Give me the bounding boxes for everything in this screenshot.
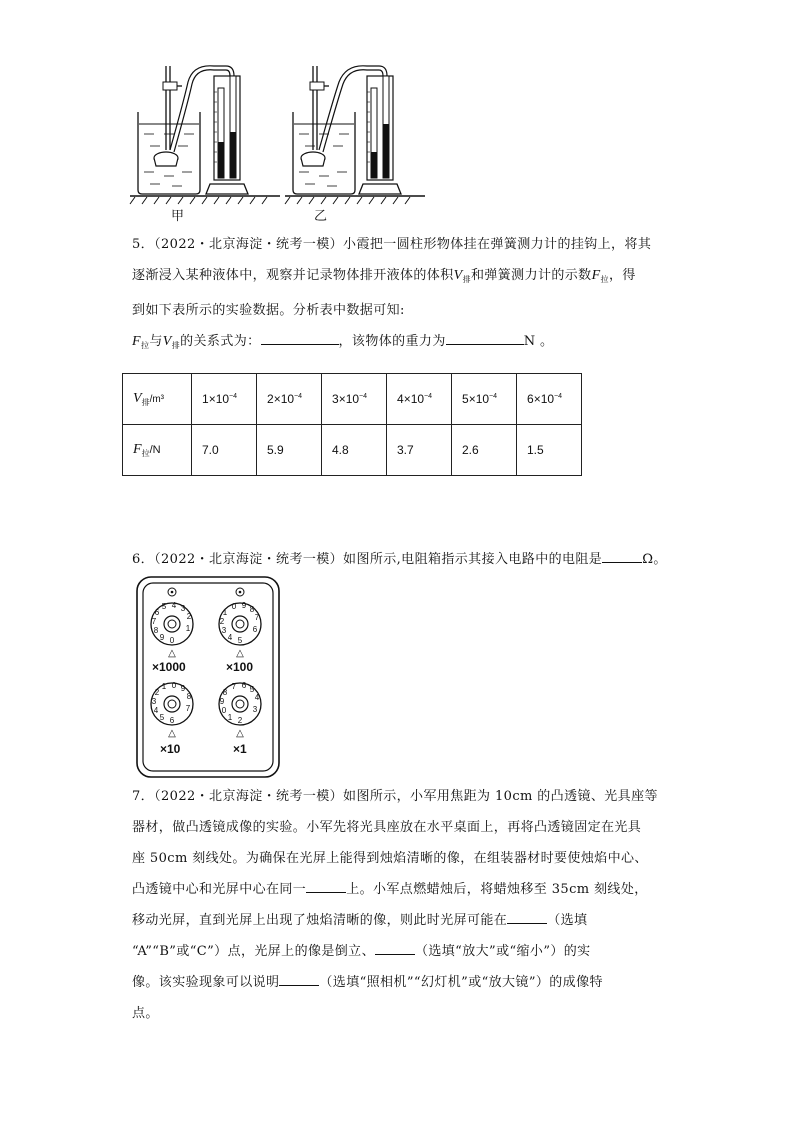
svg-text:5: 5 [237,636,243,645]
svg-text:2: 2 [237,716,243,725]
svg-text:1: 1 [161,682,167,691]
svg-text:4: 4 [254,693,260,702]
svg-text:7: 7 [254,613,260,622]
pressure-gauge-figure-left [130,62,280,212]
svg-text:1: 1 [222,608,228,617]
pointer-x100: △ [236,648,244,659]
dial-x1000 [151,601,193,645]
svg-text:9: 9 [219,697,225,706]
table-cell-v2: $2\times 10^{-4}$ [257,374,322,425]
table-cell-f5: 2.6 [452,425,517,476]
answer-blank-relation[interactable] [261,330,339,345]
table-row-force [123,425,582,476]
svg-text:0: 0 [231,602,237,611]
table-cell-v3: $3\times 10^{-4}$ [322,374,387,425]
svg-text:3: 3 [252,705,258,714]
dial-x1 [219,681,261,725]
svg-text:2: 2 [154,688,160,697]
svg-text:0: 0 [171,681,177,690]
svg-text:3: 3 [151,697,157,706]
svg-text:6: 6 [169,716,175,725]
table-cell-f6: 1.5 [517,425,582,476]
svg-text:2: 2 [186,612,192,621]
q7-line7: 像。该实验现象可以说明 （选填“照相机”“幻灯机”或“放大镜”）的成像特 [132,967,662,998]
svg-text:7: 7 [231,682,237,691]
answer-blank-device[interactable] [279,971,319,986]
q7-line4: 凸透镜中心和光屏中心在同一 上。小军点燃蜡烛后，将蜡烛移至 35cm 刻线处， [132,874,662,905]
svg-text:1: 1 [185,624,191,633]
q5-line1: 5．（2022・北京海淀・统考一模）小霞把一圆柱形物体挂在弹簧测力计的挂钩上，将其 [132,237,652,252]
q7-line5: 移动光屏，直到光屏上出现了烛焰清晰的像，则此时光屏可能在 （选填 [132,905,662,936]
svg-text:5: 5 [161,602,167,611]
svg-text:8: 8 [153,626,159,635]
table-header-volume: $V_排/m^3$ [123,374,192,425]
table-cell-v4: $4\times 10^{-4}$ [387,374,452,425]
svg-text:4: 4 [171,601,177,610]
svg-text:6: 6 [252,625,258,634]
q7-line8: 点。 [132,1006,159,1021]
pressure-gauge-figure-right [285,62,435,212]
table-header-force: $F_拉/N$ [123,425,192,476]
q5-line2: 逐渐浸入某种液体中，观察并记录物体排开液体的体积$V_排$和弹簧测力计的示数$F_拉$，得 [132,268,636,284]
figure-label-yi: 乙 [314,209,328,224]
svg-text:9: 9 [159,633,165,642]
svg-text:9: 9 [180,684,186,693]
answer-blank-point[interactable] [507,909,547,924]
answer-blank-height[interactable] [306,878,346,893]
dial-x10 [151,681,193,725]
dial-x100 [219,601,261,645]
svg-text:6: 6 [154,608,160,617]
svg-text:9: 9 [241,601,247,610]
table-cell-v1: $1\times 10^{-4}$ [192,374,257,425]
q7-line2: 器材，做凸透镜成像的实验。小军先将光具座放在水平桌面上，再将凸透镜固定在光具 [132,820,642,835]
dial-label-x100: ×100 [226,660,254,674]
svg-text:8: 8 [222,688,228,697]
table-cell-v6: $6\times 10^{-4}$ [517,374,582,425]
question-6: 6．（2022・北京海淀・统考一模）如图所示,电阻箱指示其接入电路中的电阻是 Ω。 [132,544,692,575]
q7-line3: 座 50cm 刻线处。为确保在光屏上能得到烛焰清晰的像，在组装器材时要使烛焰中心、 [132,851,648,866]
figure-label-jia: 甲 [171,209,185,224]
q5-line4: $F_拉$与$V_排$的关系式为： ，该物体的重力为 N 。 [132,326,662,361]
answer-blank-size[interactable] [375,940,415,955]
svg-text:8: 8 [249,605,255,614]
answer-blank-resistance[interactable] [602,548,642,563]
svg-text:5: 5 [159,713,165,722]
resistance-box-figure [136,576,280,778]
pointer-x1: △ [236,728,244,739]
question-7 [132,781,662,1029]
svg-text:7: 7 [185,704,191,713]
q7-line6: “A”“B”或“C”）点，光屏上的像是倒立、 （选填“放大”或“缩小”）的实 [132,936,662,967]
dial-label-x1000: ×1000 [152,660,186,674]
svg-text:6: 6 [241,681,247,690]
svg-text:1: 1 [227,713,233,722]
answer-blank-weight[interactable] [446,330,524,345]
pointer-x1000: △ [168,648,176,659]
svg-text:2: 2 [219,617,225,626]
data-table [122,373,582,476]
question-5 [132,229,662,361]
svg-text:0: 0 [169,636,175,645]
svg-text:0: 0 [221,706,227,715]
svg-text:7: 7 [151,617,157,626]
table-cell-f3: 4.8 [322,425,387,476]
table-cell-f1: 7.0 [192,425,257,476]
table-row-volume [123,374,582,425]
svg-text:3: 3 [180,604,186,613]
q5-line3: 到如下表所示的实验数据。分析表中数据可知: [132,303,405,318]
table-cell-f2: 5.9 [257,425,322,476]
q7-line1: 7．（2022・北京海淀・统考一模）如图所示，小军用焦距为 10cm 的凸透镜、光具座等 [132,789,658,804]
svg-text:3: 3 [221,626,227,635]
table-cell-v5: $5\times 10^{-4}$ [452,374,517,425]
dial-label-x1: ×1 [233,742,247,756]
table-cell-f4: 3.7 [387,425,452,476]
svg-text:8: 8 [186,692,192,701]
svg-text:5: 5 [249,685,255,694]
pointer-x10: △ [168,728,176,739]
svg-text:4: 4 [153,706,159,715]
svg-text:4: 4 [227,633,233,642]
dial-label-x10: ×10 [160,742,181,756]
